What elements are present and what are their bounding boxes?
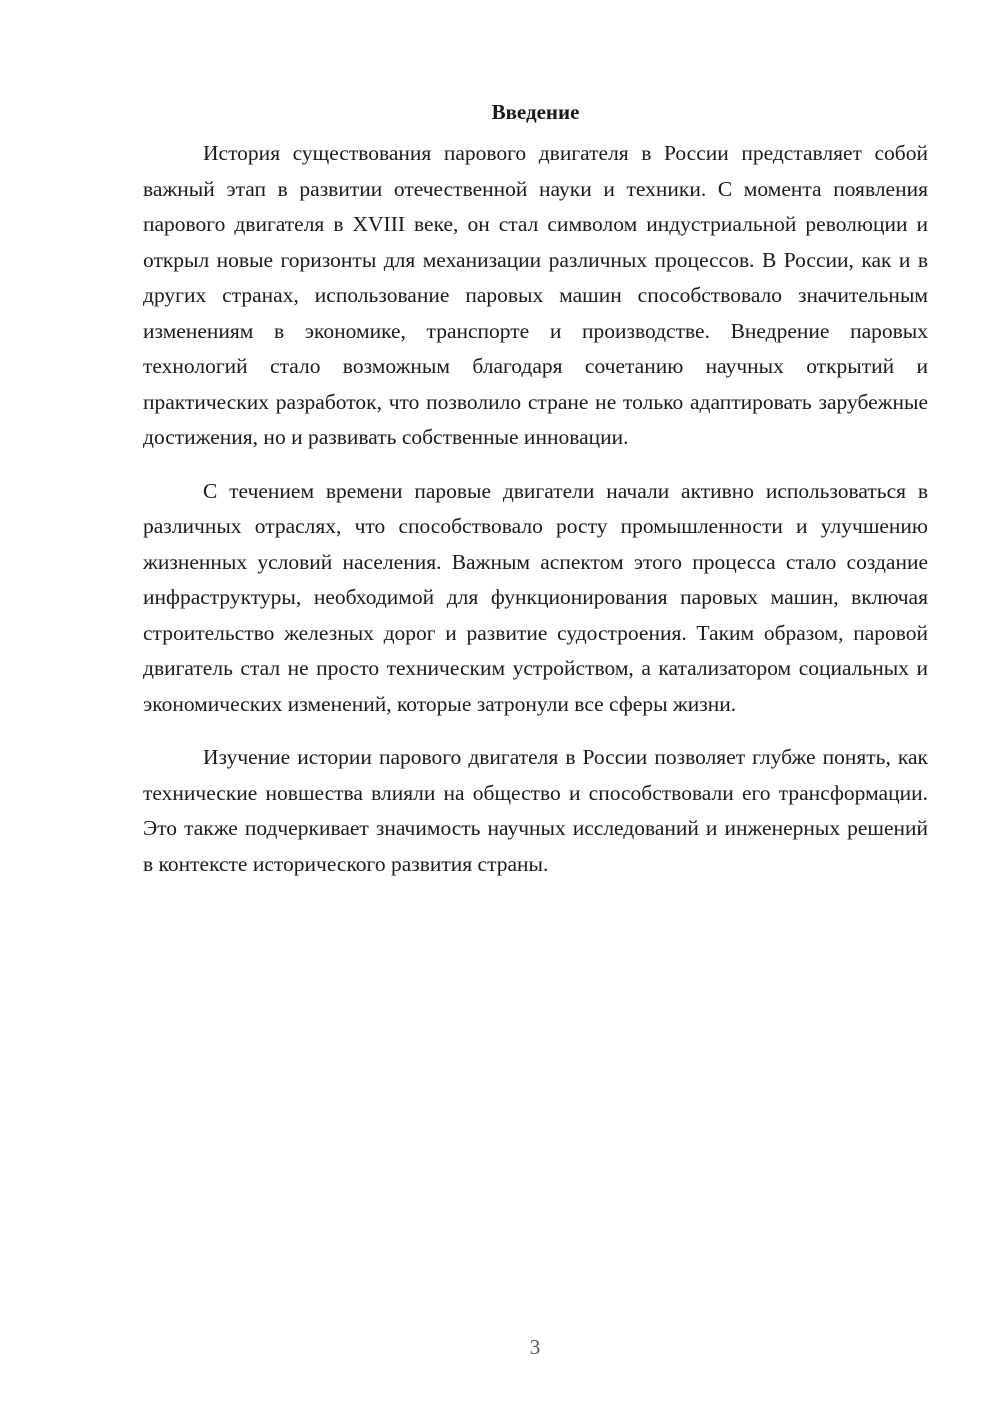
page-number: 3: [529, 1335, 541, 1359]
paragraph-2: С течением времени паровые двигатели начали активно использоваться в различных отраслях, что способствовало росту промышленности и улучшению жизненных условий населения. Важным аспектом этого процесса стало создание инфраструктуры, необходимой для функционирования паровых машин, включая строительство железных дорог и развитие судостроения. Таким образом, паровой двигатель стал не просто техническим устройством, а катализатором социальных и экономических изменений, которые затронули все сферы жизни.: [143, 478, 928, 716]
page-content: [143, 96, 928, 900]
paragraph-3: Изучение истории парового двигателя в России позволяет глубже понять, как технические новшества влияли на общество и способствовали его трансформации. Это также подчеркивает значимость научных исследований и инженерных решений в контексте исторического развития страны.: [143, 745, 928, 876]
paragraph-1: История существования парового двигателя в России представляет собой важный этап в развитии отечественной науки и техники. С момента появления парового двигателя в XVIII веке, он стал символом индустриальной революции и открыл новые горизонты для механизации различных процессов. В России, как и в других странах, использование паровых машин способствовало значительным изменениям в экономике, транспорте и производстве. Внедрение паровых технологий стало возможным благодаря сочетанию научных открытий и практических разработок, что позволило стране не только адаптировать зарубежные достижения, но и развивать собственные инновации.: [143, 141, 928, 449]
section-heading: Введение: [491, 100, 580, 124]
